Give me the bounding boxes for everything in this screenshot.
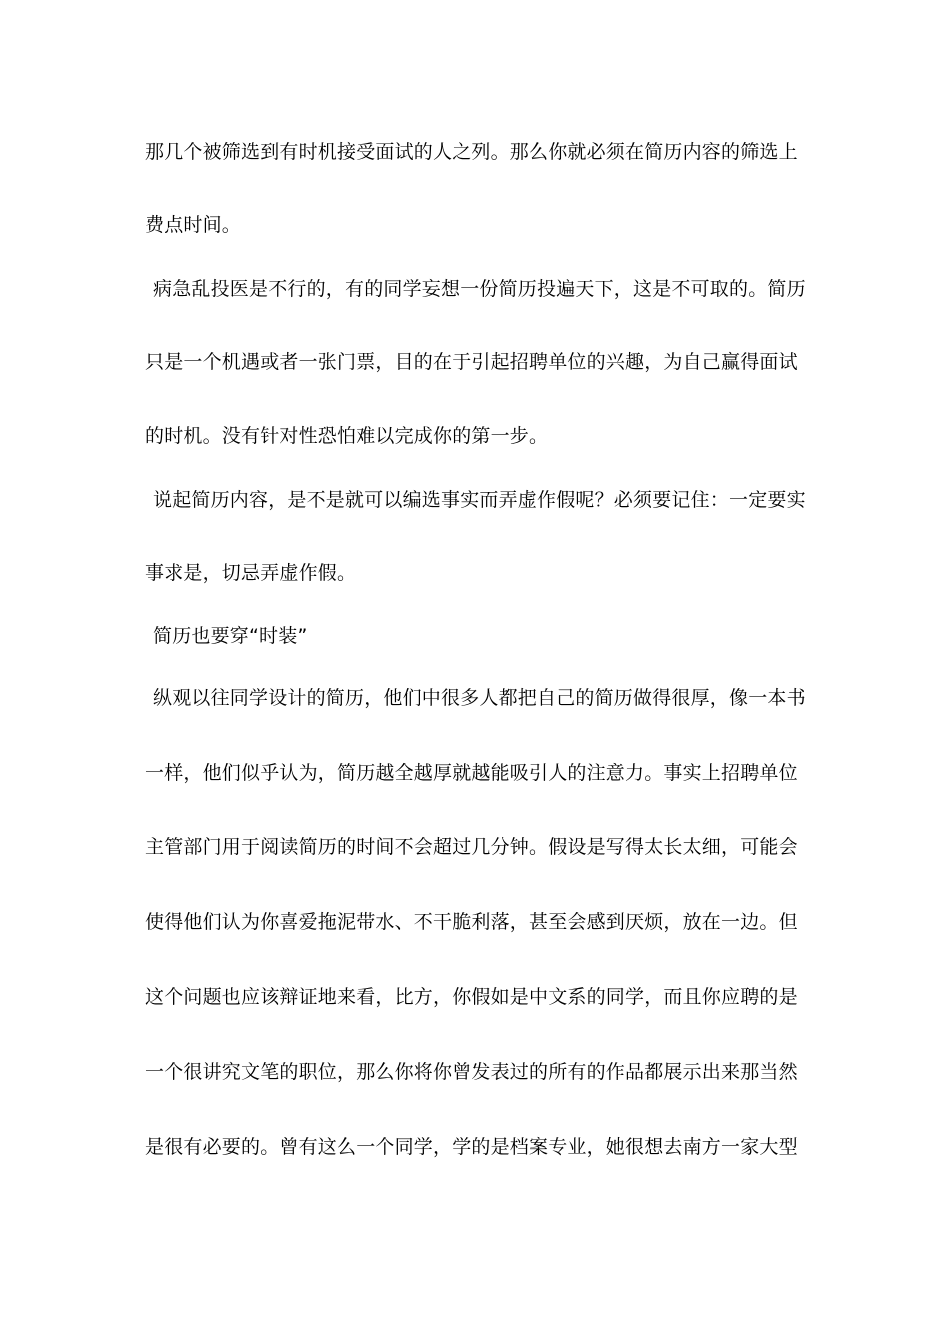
paragraph-line: 的时机。没有针对性恐怕难以完成你的第一步。	[145, 425, 549, 447]
paragraph-line: 一个很讲究文笔的职位，那么你将你曾发表过的所有的作品都展示出来那当然	[145, 1061, 798, 1083]
paragraph-line: 病急乱投医是不行的，有的同学妄想一份简历投遍天下，这是不可取的。简历	[153, 278, 806, 300]
paragraph-line: 主管部门用于阅读简历的时间不会超过几分钟。假设是写得太长太细，可能会	[145, 836, 798, 858]
section-heading: 简历也要穿“时装”	[153, 625, 308, 647]
paragraph-line: 是很有必要的。曾有这么一个同学，学的是档案专业，她很想去南方一家大型	[145, 1136, 798, 1158]
paragraph-line: 费点时间。	[145, 214, 242, 236]
paragraph-line: 纵观以往同学设计的简历，他们中很多人都把自己的简历做得很厚，像一本书	[153, 687, 806, 709]
paragraph-line: 事求是，切忌弄虚作假。	[145, 562, 357, 584]
paragraph-line: 只是一个机遇或者一张门票，目的在于引起招聘单位的兴趣，为自己赢得面试	[145, 351, 798, 373]
paragraph-line: 那几个被筛选到有时机接受面试的人之列。那么你就必须在简历内容的筛选上	[145, 141, 798, 163]
paragraph-line: 使得他们认为你喜爱拖泥带水、不干脆利落，甚至会感到厌烦，放在一边。但	[145, 911, 798, 933]
paragraph-line: 一样，他们似乎认为，简历越全越厚就越能吸引人的注意力。事实上招聘单位	[145, 762, 798, 784]
paragraph-line: 这个问题也应该辩证地来看，比方，你假如是中文系的同学，而且你应聘的是	[145, 986, 798, 1008]
paragraph-line: 说起简历内容，是不是就可以编选事实而弄虚作假呢？必须要记住：一定要实	[153, 489, 806, 511]
